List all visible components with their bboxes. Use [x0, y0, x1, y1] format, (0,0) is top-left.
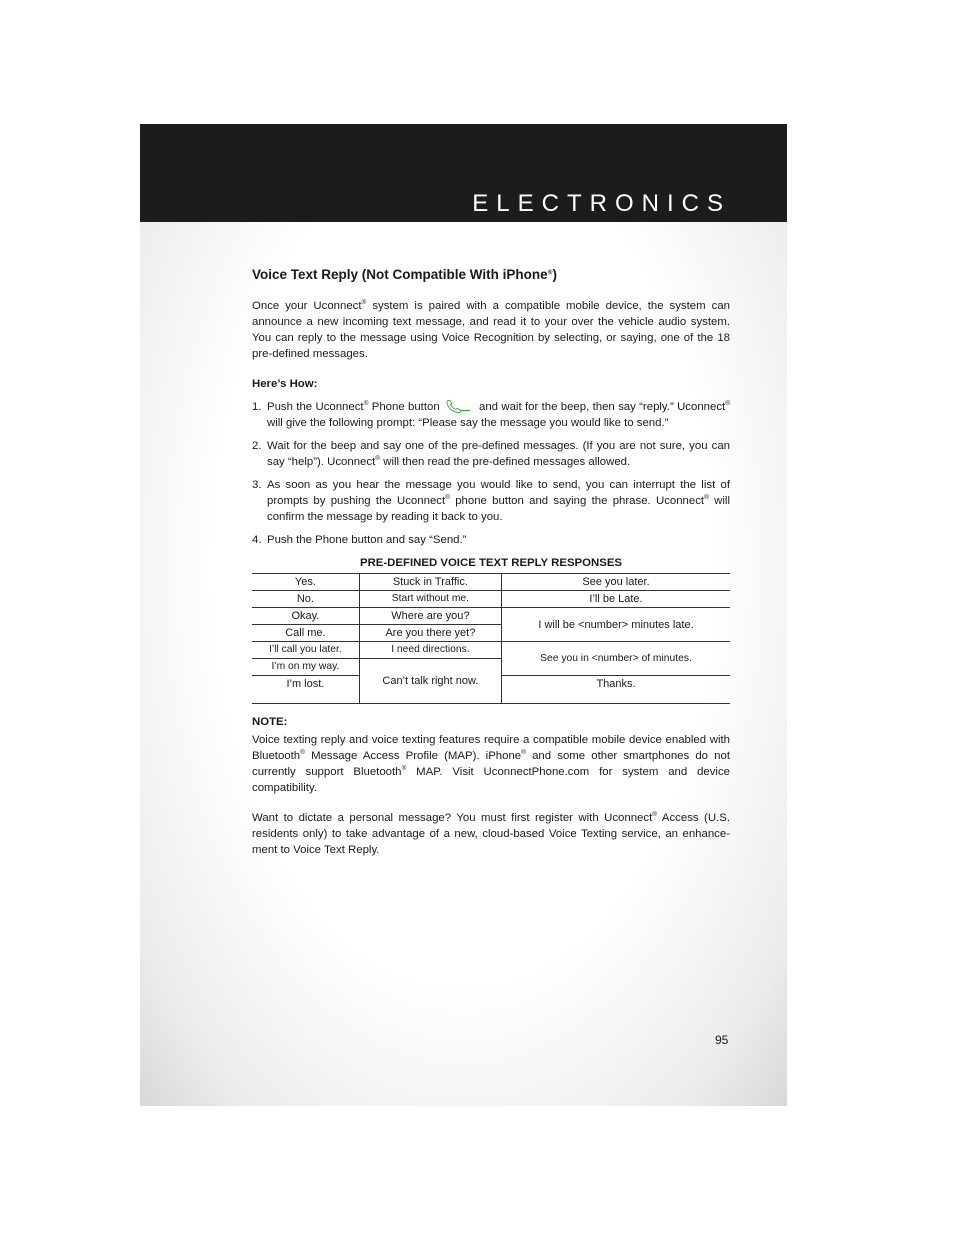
howto-label: Here’s How:	[252, 378, 318, 390]
phone-icon	[444, 399, 472, 413]
page-number: 95	[715, 1033, 729, 1047]
table-cell: No.	[252, 591, 359, 608]
note-title: NOTE:	[252, 716, 288, 728]
step-item: 3. As soon as you hear the message you would like to send, you can interrupt the list of prompts by pushing the Uconnect® phone button and saying the phrase. Uconnect® will confirm the message by reading it back to you.	[252, 479, 730, 523]
note-paragraph: Voice texting reply and voice texting features require a compatible mobile device enabled with Bluetooth® Message Access Profile (MAP). iPhone® and some other smartphones do not currently support Bluetooth® MAP. Visit UconnectPhone.com for system and device compatibility.	[252, 734, 730, 794]
table-cell: Are you there yet?	[359, 625, 501, 642]
step-item: 1. Push the Uconnect® Phone button and wait for the beep, then say “reply.” Uconnect® will give the following prompt: “Please say the message you would like to send.”	[252, 400, 730, 429]
table-row	[252, 591, 730, 608]
section-title: Voice Text Reply (Not Compatible With iPhone®)	[252, 267, 557, 282]
table-row	[252, 642, 730, 659]
steps-list	[252, 399, 730, 548]
table-cell: I need directions.	[359, 642, 501, 659]
table-cell: Yes.	[252, 574, 359, 591]
table-row	[252, 608, 730, 625]
note-paragraph: Want to dictate a personal message? You must first register with Uconnect® Access (U.S. residents only) to take advantage of a new, cloud-based Voice Texting service, an enhance-ment to Voice Text Reply.	[252, 811, 730, 856]
table-cell: Thanks.	[502, 676, 730, 704]
table-title: PRE-DEFINED VOICE TEXT REPLY RESPONSES	[359, 557, 623, 569]
chapter-title: ELECTRONICS	[472, 190, 731, 217]
table-cell: I’ll call you later.	[252, 642, 359, 659]
intro-paragraph: Once your Uconnect® system is paired with a compatible mobile device, the system can announce a new incoming text message, and read it to your over the vehicle audio system. You can reply to the message using Voice Recognition by selecting, or saying, one of the 18 pre-defined messages.	[252, 299, 730, 360]
page-content	[252, 266, 730, 867]
header-banner	[140, 124, 787, 222]
table-cell: I’m on my way.	[252, 659, 359, 676]
table-cell: Start without me.	[359, 591, 501, 608]
responses-table	[252, 573, 730, 704]
table-cell: I’m lost.	[252, 676, 359, 704]
table-cell: Call me.	[252, 625, 359, 642]
table-row	[252, 574, 730, 591]
table-cell: See you in <number> of minutes.	[502, 642, 730, 676]
table-cell: Where are you?	[359, 608, 501, 625]
table-cell: Stuck in Traffic.	[359, 574, 501, 591]
step-item: 2. Wait for the beep and say one of the pre-defined messages. (If you are not sure, you can say “help”). Uconnect® will then read the pre-defined messages allowed.	[252, 440, 730, 468]
step-item: 4. Push the Phone button and say “Send.”	[252, 534, 467, 546]
table-cell: See you later.	[502, 574, 730, 591]
table-cell: I’ll be Late.	[502, 591, 730, 608]
table-cell: Okay.	[252, 608, 359, 625]
table-cell: I will be <number> minutes late.	[502, 608, 730, 642]
manual-page	[140, 124, 787, 1106]
table-cell: Can’t talk right now.	[359, 659, 501, 704]
